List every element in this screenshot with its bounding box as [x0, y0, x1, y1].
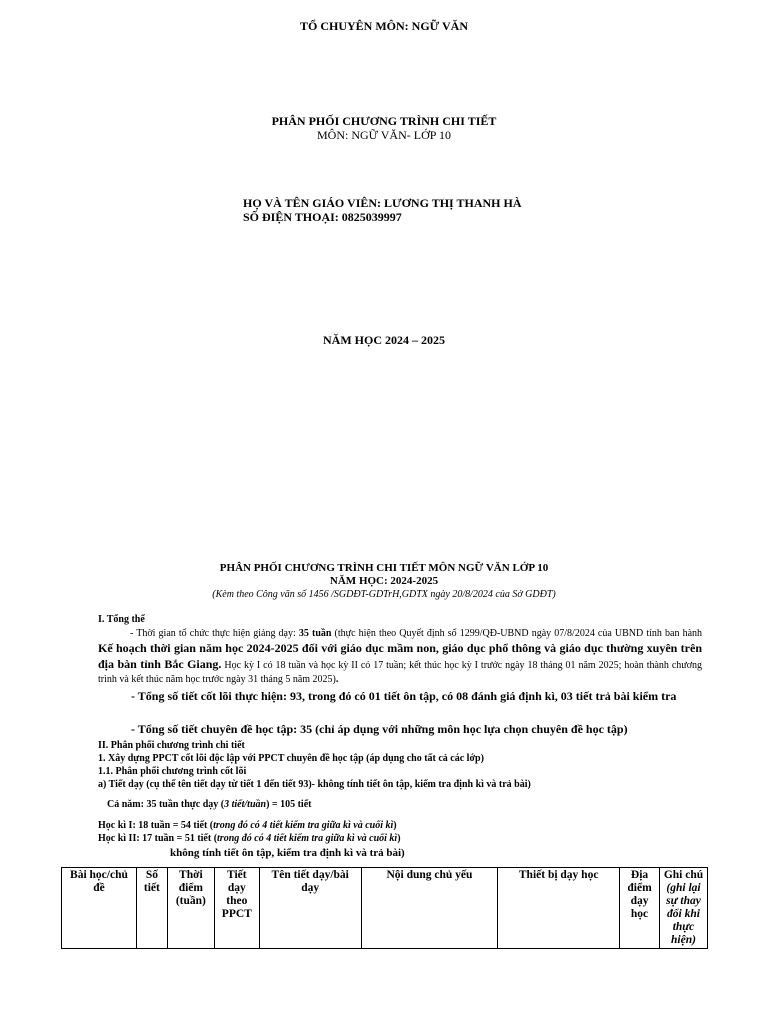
p1-part-b: 35 tuần: [298, 628, 332, 639]
semester2-total: [98, 833, 401, 844]
p1-part-e: Học kỳ I có 18 tuần và học kỳ II có 17 tuần; kết thúc học kỳ I trước ngày 18 tháng 01 năm 2025; hoàn thành chương trình và kết thúc năm học trước ngày 31 tháng 5 năm 2025): [98, 660, 702, 685]
cover-title: PHÂN PHỐI CHƯƠNG TRÌNH CHI TIẾT: [271, 114, 497, 128]
section2-subheading-1-1: 1.1. Phân phối chương trình cốt lõi: [98, 766, 247, 777]
col-equipment: Thiết bị dạy học: [498, 868, 620, 949]
curriculum-table: [61, 867, 708, 949]
col-content: Nội dung chủ yếu: [361, 868, 498, 949]
teacher-name: HỌ VÀ TÊN GIÁO VIÊN: LƯƠNG THỊ THANH HÀ: [243, 196, 522, 210]
table-header-row: [62, 868, 708, 949]
hk1-c: ): [393, 820, 397, 831]
hk1-a: Học kì I: 18 tuần = 54 tiết (: [98, 820, 214, 831]
hk2-b: trong đó có 4 tiết kiểm tra giữa kì và cuối kì: [217, 833, 398, 844]
col-lesson-name: Tên tiết dạy/bài dạy: [259, 868, 361, 949]
col-ppct: Tiết dạy theo PPCT: [214, 868, 259, 949]
doc-title: PHÂN PHỐI CHƯƠNG TRÌNH CHI TIẾT MÔN NGỮ VĂN LỚP 10: [219, 562, 549, 574]
bullet-core-periods: - Tổng số tiết cốt lõi thực hiện: 93, trong đó có 01 tiết ôn tập, có 08 đánh giá định kì, 03 tiết trả bài kiểm tra: [131, 689, 677, 703]
col-periods: Số tiết: [136, 868, 167, 949]
col-lesson: Bài học/chủ đề: [62, 868, 137, 949]
p1-part-a: - Thời gian tổ chức thực hiện giảng dạy:: [130, 628, 299, 639]
year-total: [107, 799, 311, 810]
hk2-c: ): [397, 833, 401, 844]
doc-reference: (Kèm theo Công văn số 1456 /SGDĐT-GDTrH,GDTX ngày 20/8/2024 của Sở GDĐT): [212, 589, 556, 600]
section1-paragraph: [98, 627, 702, 687]
hk2-a: Học kì II: 17 tuần = 51 tiết (: [98, 833, 218, 844]
col-location: Địa điểm dạy học: [620, 868, 660, 949]
year-total-b: 3 tiết/tuần: [224, 799, 267, 810]
cover-subject: MÔN: NGỮ VĂN- LỚP 10: [317, 128, 451, 142]
section2-heading: II. Phân phối chương trình chi tiết: [98, 740, 245, 751]
col-week: Thời điểm (tuần): [167, 868, 214, 949]
year-total-c: ) = 105 tiết: [266, 799, 312, 810]
section2-subheading-a: a) Tiết dạy (cụ thể tên tiết dạy từ tiết 1 đến tiết 93)- không tính tiết ôn tập, kiểm tra định kì và trả bài): [98, 779, 531, 790]
exclusion-note: không tính tiết ôn tập, kiểm tra định kì và trả bài): [170, 847, 405, 859]
hk1-b: trong đó có 4 tiết kiểm tra giữa kì và cuối kì: [213, 820, 394, 831]
section1-heading: I. Tổng thể: [98, 614, 145, 625]
p1-part-f: .: [335, 674, 339, 685]
col-notes-detail: (ghi lại sự thay đổi khi thực hiện): [666, 882, 701, 946]
semester1-total: [98, 820, 397, 831]
bullet-topic-periods: - Tổng số tiết chuyên đề học tập: 35 (chỉ áp dụng với những môn học lựa chọn chuyên đề học tập): [131, 722, 628, 736]
col-notes: [660, 868, 708, 949]
cover-school-year: NĂM HỌC 2024 – 2025: [323, 333, 445, 347]
p1-part-d: Kế hoạch thời gian năm học 2024-2025 đối với giáo dục mầm non, giáo dục phổ thông và giáo dục thường xuyên trên địa bàn tỉnh Bắc Giang.: [98, 641, 702, 671]
teacher-phone: SỐ ĐIỆN THOẠI: 0825039997: [243, 210, 402, 224]
year-total-a: Cả năm: 35 tuần thực dạy (: [107, 799, 225, 810]
col-notes-title: Ghi chú: [663, 869, 704, 881]
doc-year: NĂM HỌC: 2024-2025: [329, 575, 439, 587]
section2-subheading-1: 1. Xây dựng PPCT cốt lõi độc lập với PPCT chuyên đề học tập (áp dụng cho tất cả các lớp): [98, 753, 484, 764]
department-heading: TỔ CHUYÊN MÔN: NGỮ VĂN: [300, 19, 468, 33]
p1-part-c: (thực hiện theo Quyết định số 1299/QĐ-UBND ngày 07/8/2024 của UBND tỉnh ban hành: [331, 628, 703, 639]
